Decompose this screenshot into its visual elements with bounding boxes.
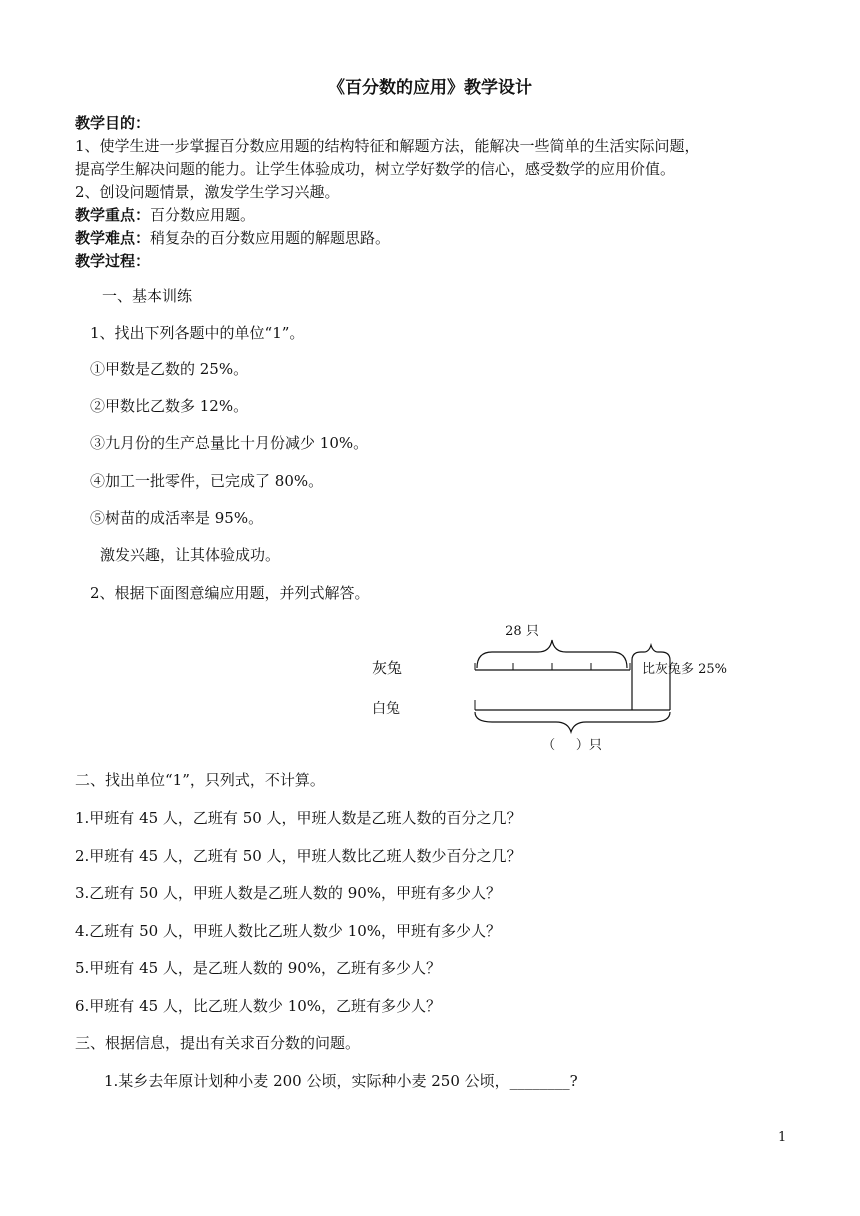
section2-item: 5.甲班有 45 人，是乙班人数的 90%，乙班有多少人？ [75,959,442,977]
section1-item: ①甲数是乙数的 25%。 [90,360,249,378]
white-rabbit-label: 白兔 [372,701,400,717]
objectives-line-3: 2、创设问题情景，激发学生学习兴趣。 [75,183,340,201]
section2-item: 4.乙班有 50 人，甲班人数比乙班人数少 10%，甲班有多少人？ [75,922,502,940]
key-point-text: 百分数应用题。 [150,206,256,224]
section2-heading: 二、找出单位“1”，只列式，不计算。 [75,771,325,789]
bottom-brace [475,712,670,732]
section3-item: 1.某乡去年原计划种小麦 200 公顷，实际种小麦 250 公顷，________? [104,1072,578,1090]
objectives-line-2: 提高学生解决问题的能力。让学生体验成功，树立学好数学的信心，感受数学的应用价值。 [75,160,676,178]
difficulty-text: 稍复杂的百分数应用题的解题思路。 [150,229,391,247]
section1-item: ⑤树苗的成活率是 95%。 [90,509,264,527]
section1-note: 激发兴趣，让其体验成功。 [100,546,281,564]
diagram-top-label: 28 只 [505,624,539,639]
difficulty [75,229,390,247]
section1-item: ③九月份的生产总量比十月份减少 10%。 [90,434,369,452]
objectives-line-1: 1、使学生进一步掌握百分数应用题的结构特征和解题方法，能解决一些简单的生活实际问题， [75,137,700,155]
section2-item: 6.甲班有 45 人，比乙班人数少 10%，乙班有多少人？ [75,997,442,1015]
section2-item: 3.乙班有 50 人，甲班人数是乙班人数的 90%，甲班有多少人？ [75,884,502,902]
extra-label: 比灰兔多 25% [642,662,728,677]
extra-brace [632,645,670,710]
section2-item: 1.甲班有 45 人，乙班有 50 人，甲班人数是乙班人数的百分之几？ [75,809,522,827]
key-point-label: 教学重点： [75,206,151,224]
page-title: 《百分数的应用》教学设计 [328,78,532,98]
section1-item: ②甲数比乙数多 12%。 [90,397,249,415]
gray-rabbit-label: 灰兔 [372,659,403,677]
section3-heading: 三、根据信息，提出有关求百分数的问题。 [75,1034,361,1052]
section1-heading: 一、基本训练 [102,287,193,305]
difficulty-label: 教学难点： [75,229,151,247]
line-segment-diagram [350,618,750,758]
process-label: 教学过程： [75,252,151,270]
key-point [75,206,255,224]
section1-item: ④加工一批零件，已完成了 80%。 [90,472,324,490]
section1-question-2: 2、根据下面图意编应用题，并列式解答。 [90,584,370,602]
page-number: 1 [778,1130,787,1145]
section1-question-1: 1、找出下列各题中的单位“1”。 [90,324,305,342]
bottom-label: （ ）只 [542,738,602,753]
objectives-label: 教学目的： [75,114,151,132]
section2-item: 2.甲班有 45 人，乙班有 50 人，甲班人数比乙班人数少百分之几？ [75,847,522,865]
